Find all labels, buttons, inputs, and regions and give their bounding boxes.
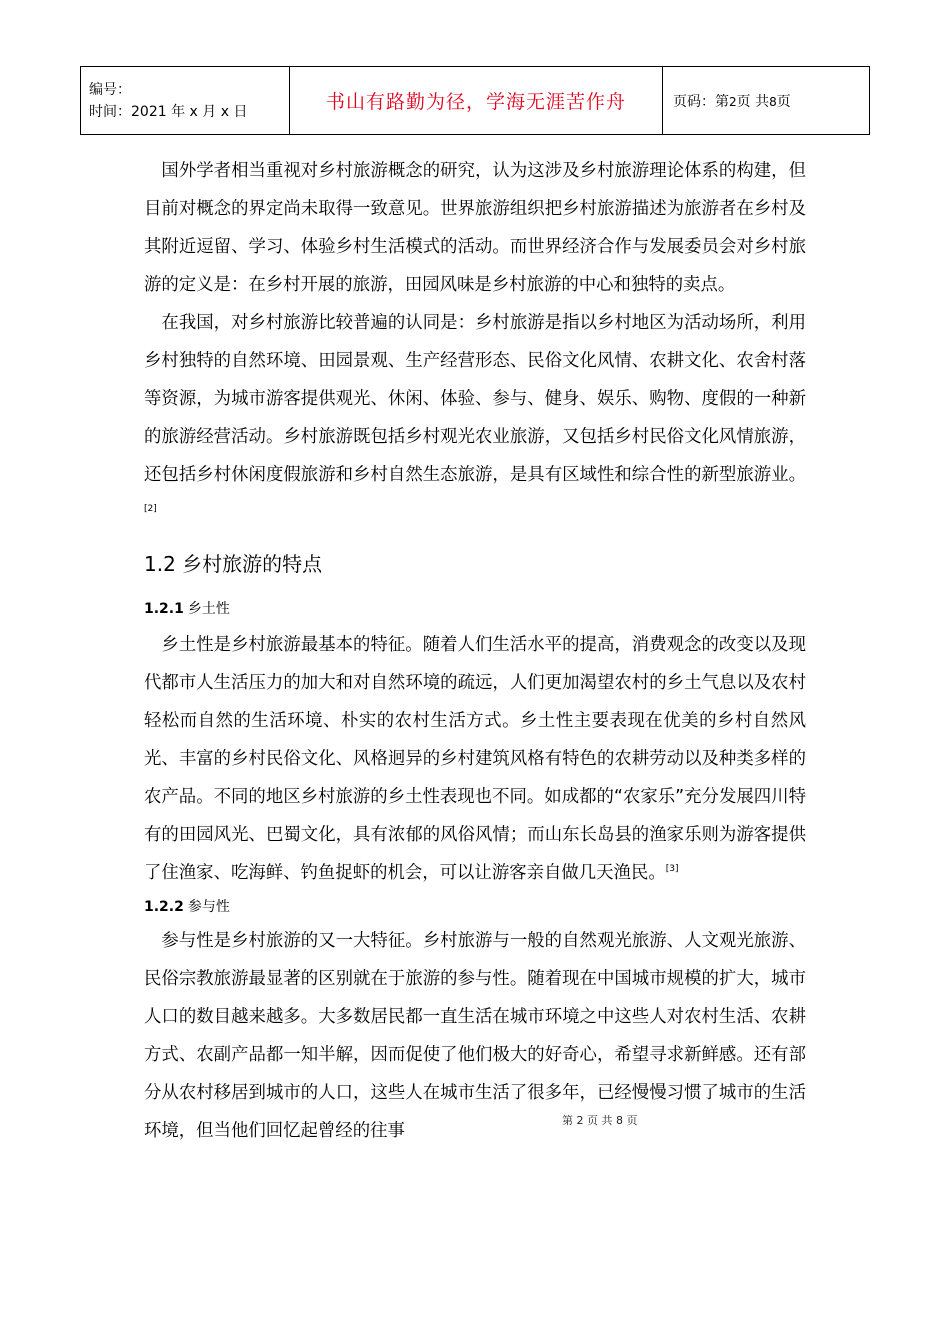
page-current: 2 — [729, 94, 737, 109]
serial-label: 编号： — [89, 81, 131, 98]
date-label: 时间：2021 年 x 月 x 日 — [89, 103, 248, 120]
paragraph-foreign-definitions — [144, 152, 806, 304]
paragraph-text: 国外学者相当重视对乡村旅游概念的研究，认为这涉及乡村旅游理论体系的构建，但目前对概念的界定尚未取得一致意见。世界旅游组织把乡村旅游描述为旅游者在乡村及其附近逗留、学习、体验乡村生活模式的活动。而世界经济合作与发展委员会对乡村旅游的定义是：在乡村开展的旅游，田园风味是乡村旅游的中心和独特的卖点。 — [144, 161, 806, 295]
paragraph-rurality — [144, 626, 806, 892]
subsection-title: 乡土性 — [187, 601, 230, 617]
paragraph-text: 乡土性是乡村旅游最基本的特征。随着人们生活水平的提高，消费观念的改变以及现代都市人生活压力的加大和对自然环境的疏远，人们更加渴望农村的乡土气息以及农村轻松而自然的生活环境、朴实的农村生活方式。乡土性主要表现在优美的乡村自然风光、丰富的乡村民俗文化、风格迥异的乡村建筑风格有特色的农耕劳动以及种类多样的农产品。不同的地区乡村旅游的乡土性表现也不同。如成都的“农家乐”充分发展四川特有的田园风光、巴蜀文化，具有浓郁的风俗风情；而山东长岛县的渔家乐则为游客提供了住渔家、吃海鲜、钓鱼捉虾的机会，可以让游客亲自做几天渔民。 — [144, 635, 806, 883]
subsection-number: 1.2.2 — [144, 899, 184, 915]
paragraph-domestic-definition — [144, 304, 806, 532]
page-total: 8 — [769, 94, 777, 109]
page-footer-number: 第 2 页 共 8 页 — [562, 1114, 638, 1127]
document-body — [144, 152, 806, 1150]
citation-ref: [3] — [665, 864, 679, 874]
page-middle: 页 共 — [736, 93, 770, 110]
subsection-heading-rural — [144, 592, 806, 626]
subsection-heading-participation — [144, 892, 806, 922]
subsection-number: 1.2.1 — [144, 601, 184, 617]
section-heading: 1.2 乡村旅游的特点 — [144, 552, 323, 576]
document-header — [80, 66, 870, 135]
citation-ref: [2] — [144, 504, 157, 514]
header-meta-cell — [81, 67, 290, 135]
paragraph-text: 在我国，对乡村旅游比较普遍的认同是：乡村旅游是指以乡村地区为活动场所，利用乡村独特的自然环境、田园景观、生产经营形态、民俗文化风情、农耕文化、农舍村落等资源，为城市游客提供观光、休闲、体验、参与、健身、娱乐、购物、度假的一种新的旅游经营活动。乡村旅游既包括乡村观光农业旅游，又包括乡村民俗文化风情旅游，还包括乡村休闲度假旅游和乡村自然生态旅游，是具有区域性和综合性的新型旅游业。 — [144, 313, 806, 485]
paragraph-text: 参与性是乡村旅游的又一大特征。乡村旅游与一般的自然观光旅游、人文观光旅游、民俗宗教旅游最显著的区别就在于旅游的参与性。随着现在中国城市规模的扩大，城市人口的数目越来越多。大多数居民都一直生活在城市环境之中这些人对农村生活、农耕方式、农副产品都一知半解，因而促使了他们极大的好奇心，希望寻求新鲜感。还有部分从农村移居到城市的人口，这些人在城市生活了很多年，已经慢慢习惯了城市的生活环境，但当他们回忆起曾经的往事 — [144, 931, 806, 1141]
header-page-cell — [663, 67, 870, 135]
page-prefix: 页码：第 — [673, 93, 729, 110]
paragraph-participation — [144, 922, 806, 1150]
page-suffix: 页 — [776, 93, 791, 110]
header-motto-cell — [290, 67, 663, 135]
subsection-title: 参与性 — [187, 899, 230, 915]
motto-text: 书山有路勤为径，学海无涯苦作舟 — [325, 91, 626, 113]
